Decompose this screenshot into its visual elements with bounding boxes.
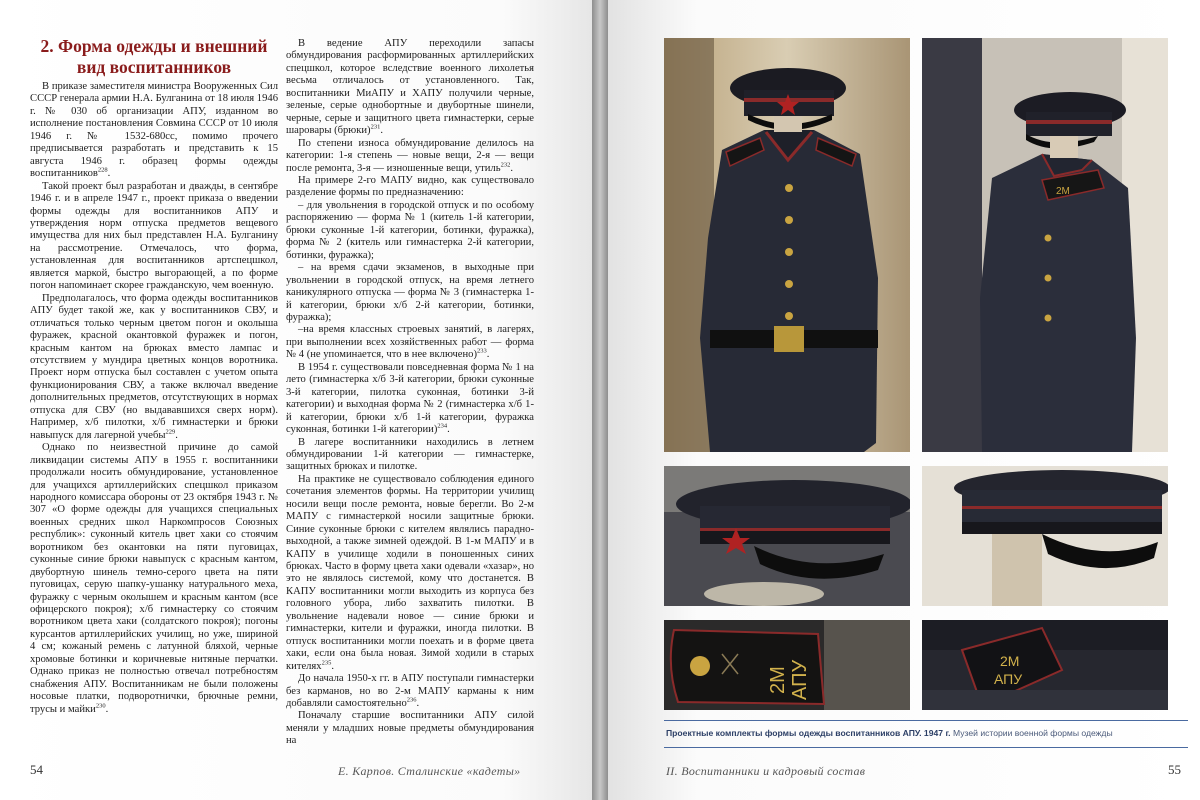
- photo-shoulder-board-closeup: [664, 620, 910, 710]
- paragraph-text: Поначалу старшие воспитанники АПУ силой меняли у младших новые предметы обмундирования на: [286, 710, 534, 747]
- paragraph: На практике не существовало соблюдения единого сочетания элементов формы. На территории училищ носили вещи после ремонта, новые берегли. Во 2-м МАПУ с гимнастеркой носили защитные брюки. Синие суконные брюки с кителем являлись парадно-выходной, а также зимней одеждой. В 1-м МАПУ и в КАПУ в училище ходили в поношенных синих брюках. Часто в форму цвета хаки одевали «хазар», но это не являлось системой, кому что достанется. В КАПУ воспитанники могли выходить из корпуса без головного убора, либо захватить пилотки. В увольнение надевали новое — синие брюки и гимнастерки, кители и фуражки, иногда пилотки. В отпуск воспитанники могли поехать и в форме цвета хаки, если она была новая. Зимой ходили в старых кителях$^{235}$.: [286, 473, 534, 672]
- page-number-right: 55: [1168, 762, 1181, 777]
- paragraph-text: –на время классных строевых занятий, в лагерях, при выполнении всех хозяйственных работ — форма № 4 (не упоминается, что в нее включено): [286, 324, 534, 361]
- paragraph-text: До начала 1950-х гг. в АПУ поступали гимнастерки без карманов, но во 2-м МАПУ карманы к ним добавляли самостоятельно: [286, 673, 534, 710]
- caption-title: Проектные комплекты формы одежды воспитанников АПУ. 1947 г.: [666, 728, 951, 738]
- book-gutter: [592, 0, 608, 800]
- footnote-ref[interactable]: 230: [95, 702, 106, 710]
- paragraph: –на время классных строевых занятий, в лагерях, при выполнении всех хозяйственных работ — форма № 4 (не упоминается, что в нее включено)$^{233}$.: [286, 324, 534, 361]
- caption-source: Музей истории военной формы одежды: [952, 728, 1113, 738]
- paragraph: По степени износа обмундирование делилось на категории: 1-я степень — новые вещи, 2-я — вещи после ремонта, 3-я — изношенные вещи, утиль$^{232}$.: [286, 137, 534, 174]
- paragraph: В приказе заместителя министра Вооруженных Сил СССР генерала армии Н.А. Булганина от 18 июля 1946 г. № 030 об организации АПУ, изданном во исполнение постановления Совмина СССР от 10 июля 1946 г. № 1532-680сс, помимо прочего предписывается разработать и представить к 15 августа 1946 г. образец формы одежды воспитанников$^{228}$.: [30, 81, 278, 180]
- footnote-ref[interactable]: 236: [406, 696, 417, 704]
- paragraph-text: По степени износа обмундирование делилось на категории: 1-я степень — новые вещи, 2-я — вещи после ремонта, 3-я — изношенные вещи, утиль: [286, 137, 534, 174]
- shoulder-text-apu-mannequin: АПУ: [994, 671, 1023, 687]
- running-head-right: II. Воспитанники и кадровый состав: [666, 764, 866, 778]
- svg-text:2M: 2M: [1056, 186, 1070, 197]
- footnote-ref[interactable]: 229: [165, 428, 176, 436]
- col2-paragraphs: [286, 38, 534, 748]
- paragraph-text: В 1954 г. существовали повседневная форма № 1 на лето (гимнастерка х/б 3-й категории, брюки суконные 3-й категории, пилотка суконная, ботинки 3-й категории) и выходная форма № 2 (гимнастерка х/б 1-й категории, брюки х/б 1-й категории, фуражка суконная, ботинки 1-й категории): [286, 361, 534, 436]
- paragraph: До начала 1950-х гг. в АПУ поступали гимнастерки без карманов, но во 2-м МАПУ карманы к ним добавляли самостоятельно$^{236}$.: [286, 673, 534, 710]
- photo-caption: [664, 720, 1188, 748]
- photo-uniform-front: [664, 38, 910, 452]
- paragraph-text: Предполагалось, что форма одежды воспитанников АПУ будет такой же, как у воспитанников СВУ, и отличаться только черным цветом погон и околыша фуражек, красной окантовкой фуражек и погон, красным кантом на брюках вместо лампас и отсутствием у мундира цветных концов воротника. Проект норм отпуска был составлен с учетом опыта функционирования СВУ, а также включал введение дополнительных предметов, отсутствующих в нормах отпуска для СВУ (но выдававшихся сверх норм). Например, х/б пилотки, х/б гимнастерки и брюки навыпуск для лагерной учебы: [30, 292, 278, 441]
- paragraph-text: Однако по неизвестной причине до самой ликвидации системы АПУ в 1955 г. воспитанники продолжали носить обмундирование, установленное для учащихся артиллерийских спецшкол приказом народного комиссара обороны от 23 октября 1943 г. № 307 «О форме одежды для учащихся специальных военных средних школ Наркомпросов Союзных республик»: суконный китель цвет хаки со стоячим воротником без окантовки на пяти пуговицах, суконные синие брюки навыпуск с красным кантом, двубортную шинель темно-серого цвета на пяти пуговицах, серую шапку-ушанку натурального меха, фуражку с черным околышем и красным кантом (все офицерского покроя); х/б гимнастерку со стоячим воротником цвета хаки (солдатского покроя); погоны курсантов артиллерийских училищ, но уже, шириной 4 см; кожаный ремень с латунной бляхой, черные хромовые ботинки и коричневые нитяные перчатки. Однако приказ не полностью отвечал потребностям снабжения АПУ. Воспитанникам не были положены носовые платки, подворотнички, брючные ремни, трусы и майки: [30, 442, 278, 715]
- text-column-2: [286, 38, 534, 748]
- paragraph: Однако по неизвестной причине до самой ликвидации системы АПУ в 1955 г. воспитанники продолжали носить обмундирование, установленное для учащихся артиллерийских спецшкол приказом народного комиссара обороны от 23 октября 1943 г. № 307 «О форме одежды для учащихся специальных военных средних школ Наркомпросов Союзных республик»: суконный китель цвет хаки со стоячим воротником без окантовки на пяти пуговицах, суконные синие брюки навыпуск с красным кантом, двубортную шинель темно-серого цвета на пяти пуговицах, серую шапку-ушанку натурального меха, фуражку с черным околышем и красным кантом (все офицерского покроя); х/б гимнастерку со стоячим воротником цвета хаки (солдатского покроя); погоны курсантов артиллерийских училищ, но уже, шириной 4 см; кожаный ремень с латунной бляхой, черные хромовые ботинки и коричневые нитяные перчатки. Однако приказ не полностью отвечал потребностям снабжения АПУ. Воспитанникам не были положены носовые платки, подворотнички, брючные ремни, трусы и майки$^{230}$.: [30, 442, 278, 715]
- text-column-1: [30, 36, 278, 716]
- paragraph: В 1954 г. существовали повседневная форма № 1 на лето (гимнастерка х/б 3-й категории, брюки суконные 3-й категории, пилотка суконная, ботинки 3-й категории) и выходная форма № 2 (гимнастерка х/б 1-й категории, брюки х/б 1-й категории, фуражка суконная, ботинки 1-й категории)$^{234}$.: [286, 361, 534, 436]
- footnote-ref[interactable]: 234: [437, 422, 448, 430]
- footnote-ref[interactable]: 233: [477, 347, 487, 355]
- paragraph-text: Такой проект был разработан и дважды, в сентябре 1946 г. и в апреле 1947 г., проект приказа о введении формы одежды для воспитанников АПУ и утверждения норм отпуска предметов вещевого имущества для них был представлен Н.А. Булганину на рассмотрение. Отмечалось, что форма, установленная для воспитанников артспецшкол, является маркой, быстро выгорающей, а по форме погон напоминает скорее гражданскую, чем военную.: [30, 180, 278, 292]
- col1-paragraphs: [30, 81, 278, 716]
- right-page: [608, 0, 1200, 800]
- shoulder-text-2m: 2М: [767, 666, 789, 694]
- paragraph-text: На практике не существовало соблюдения единого сочетания элементов формы. На территории училищ носили вещи после ремонта, новые берегли. Во 2-м МАПУ с гимнастеркой носили защитные брюки. Синие суконные брюки с кителем являлись парадно-выходной, а также зимней одеждой. В 1-м МАПУ и в КАПУ в училище ходили в поношенных синих брюках. Часто в форму цвета хаки одевали «хазар», но это не являлось системой, кому что достанется. В КАПУ воспитанники могли выходить из корпуса без головного убора, либо захватить пилотки. В увольнение надевали новое — синие брюки и гимнастерки, кители и фуражки, иногда пилотки. В отпуск воспитанники могли поехать и в форме цвета хаки, если она была новая. Зимой ходили в старых кителях: [286, 473, 534, 672]
- paragraph: [30, 181, 278, 293]
- paragraph: [286, 175, 534, 200]
- paragraph: В ведение АПУ переходили запасы обмундирования расформированных артиллерийских спецшкол, которое вследствие военного лихолетья весьма отличалось от установленного. Так, воспитанники МиАПУ и ХАПУ получили черные, зеленые, серые однобортные и двубортные шинели, черные, серые и защитного цвета гимнастерки, серые шаровары (брюки)$^{231}$.: [286, 38, 534, 137]
- footnote-ref[interactable]: 235: [321, 659, 332, 667]
- shoulder-text-2m-mannequin: 2М: [1000, 653, 1020, 669]
- paragraph-text: – для увольнения в городской отпуск и по особому распоряжению — форма № 1 (китель 1-й категории, брюки суконные 1-й категории, ботинки, фуражка), форма № 2 (китель или гимнастерка 2-й категории, ботинки, фуражка);: [286, 199, 534, 261]
- photo-cap-side: [664, 466, 910, 606]
- paragraph: Предполагалось, что форма одежды воспитанников АПУ будет такой же, как у воспитанников СВУ, и отличаться только черным цветом погон и околыша фуражек, красной окантовкой фуражек и погон, красным кантом на брюках вместо лампас и отсутствием у мундира цветных концов воротника. Проект норм отпуска был составлен с учетом опыта функционирования СВУ, а также включал введение дополнительных предметов, отсутствующих в нормах отпуска для СВУ (но выдававшихся сверх норм). Например, х/б пилотки, х/б гимнастерки и брюки навыпуск для лагерной учебы$^{229}$.: [30, 292, 278, 441]
- left-page: [0, 0, 592, 800]
- paragraph-text: – на время сдачи экзаменов, в выходные при увольнении в городской отпуск, на время летнего каникулярного отпуска — форма № 3 (гимнастерка 1-й категории, брюки х/б 2-й категории, ботинки, фуражка);: [286, 262, 534, 323]
- paragraph-text: В приказе заместителя министра Вооруженных Сил СССР генерала армии Н.А. Булганина от 18 июля 1946 г. № 030 об организации АПУ, изданном во исполнение постановления Совмина СССР от 10 июля 1946 г. № 1532-680сс, помимо прочего предписывается разработать и представить к 15 августа 1946 г. образец формы одежды воспитанников: [30, 81, 278, 180]
- paragraph-text: В ведение АПУ переходили запасы обмундирования расформированных артиллерийских спецшкол, которое вследствие военного лихолетья весьма отличалось от установленного. Так, воспитанники МиАПУ и ХАПУ получили черные, зеленые, серые однобортные и двубортные шинели, черные, серые и защитного цвета гимнастерки, серые шаровары (брюки): [286, 38, 534, 137]
- paragraph: [286, 262, 534, 324]
- paragraph: [286, 437, 534, 474]
- shoulder-text-apu: АПУ: [789, 659, 811, 700]
- photo-shoulder-mannequin: [922, 620, 1168, 710]
- paragraph: [286, 710, 534, 747]
- running-head-left: Е. Карпов. Сталинские «кадеты»: [338, 764, 521, 778]
- paragraph-text: В лагере воспитанники находились в летнем обмундировании 1-й категории — гимнастерке, защитных брюках и пилотке.: [286, 436, 534, 473]
- paragraph: [286, 200, 534, 262]
- photo-cap-mannequin: [922, 466, 1168, 606]
- page-number-left: 54: [30, 762, 43, 777]
- chapter-title: 2. Форма одежды и внешний вид воспитанников: [40, 36, 268, 77]
- paragraph-text: На примере 2-го МАПУ видно, как существовало разделение формы по предназначению:: [286, 174, 534, 199]
- footnote-ref[interactable]: 232: [500, 161, 511, 168]
- footnote-ref[interactable]: 228: [97, 166, 108, 174]
- footnote-ref[interactable]: 231: [370, 123, 381, 131]
- photo-uniform-side: [922, 38, 1168, 452]
